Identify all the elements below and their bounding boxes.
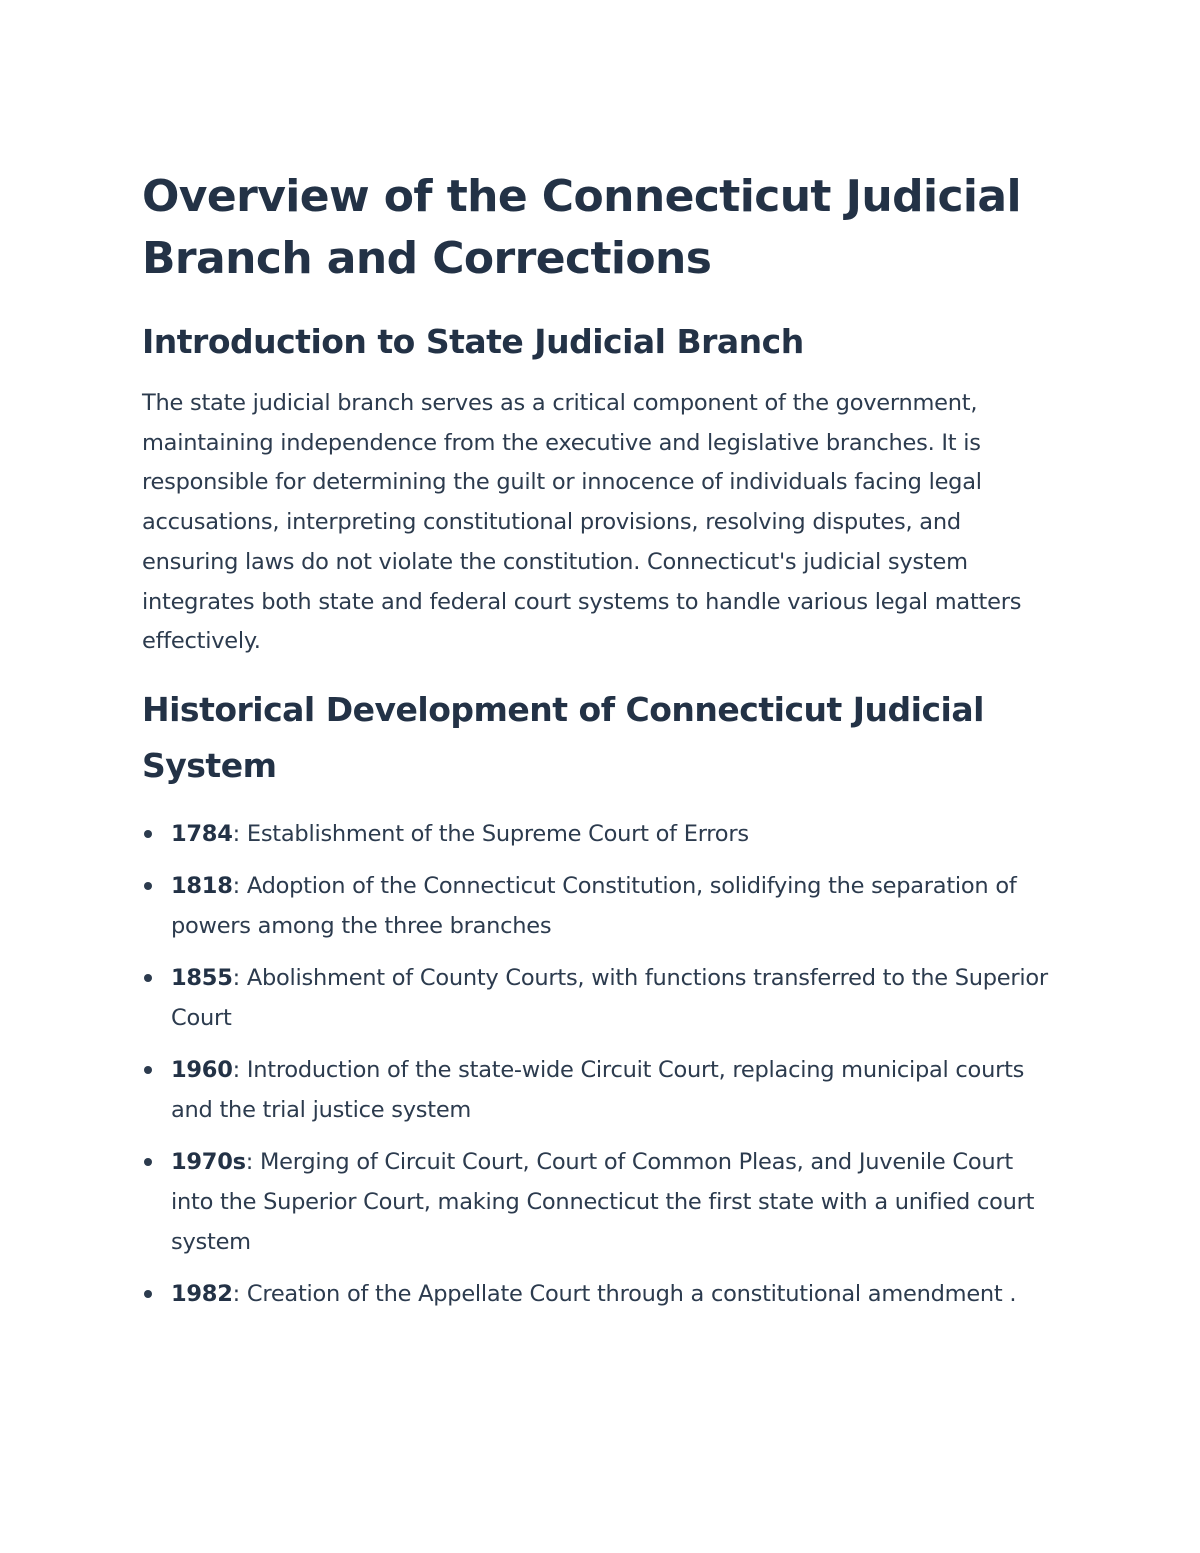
timeline-year: 1982: [171, 1280, 233, 1307]
timeline-year: 1818: [171, 872, 233, 899]
bullet-icon: [144, 830, 152, 838]
timeline-item: [142, 866, 1052, 946]
section-heading-introduction: Introduction to State Judicial Branch: [142, 322, 804, 361]
timeline-item: [142, 814, 1052, 854]
timeline-text: : Introduction of the state-wide Circuit Court, replacing municipal courts and the trial justice system: [171, 1056, 1025, 1123]
timeline-list: [142, 814, 1052, 1314]
timeline-year: 1970s: [171, 1148, 246, 1175]
bullet-icon: [144, 1158, 152, 1166]
introduction-paragraph: The state judicial branch serves as a critical component of the government, maintaining independence from the executive and legislative branches. It is responsible for determining the guilt or innocence of individuals facing legal accusations, interpreting constitutional provisions, resolving disputes, and ensuring laws do not violate the constitution. Connecticut's judicial system integrates both state and federal court systems to handle various legal matters effectively.: [142, 390, 1022, 655]
timeline-item: [142, 1274, 1052, 1314]
timeline-text: : Establishment of the Supreme Court of Errors: [232, 820, 749, 847]
timeline-text: : Adoption of the Connecticut Constitution, solidifying the separation of powers among the three branches: [171, 872, 1017, 939]
timeline-item: [142, 1142, 1052, 1262]
timeline-year: 1855: [171, 964, 233, 991]
bullet-icon: [144, 974, 152, 982]
document-page: [142, 166, 1052, 1326]
bullet-icon: [144, 1066, 152, 1074]
bullet-icon: [144, 1290, 152, 1298]
document-title: Overview of the Connecticut Judicial Branch and Corrections: [142, 171, 1021, 284]
timeline-text: : Creation of the Appellate Court through a constitutional amendment .: [232, 1280, 1017, 1307]
timeline-year: 1960: [171, 1056, 233, 1083]
timeline-text: : Abolishment of County Courts, with functions transferred to the Superior Court: [171, 964, 1048, 1031]
timeline-year: 1784: [171, 820, 233, 847]
section-heading-historical-development: Historical Development of Connecticut Judicial System: [142, 689, 984, 785]
timeline-item: [142, 958, 1052, 1038]
timeline-item: [142, 1050, 1052, 1130]
timeline-text: : Merging of Circuit Court, Court of Common Pleas, and Juvenile Court into the Superior Court, making Connecticut the first state with a unified court system: [171, 1148, 1035, 1255]
bullet-icon: [144, 882, 152, 890]
